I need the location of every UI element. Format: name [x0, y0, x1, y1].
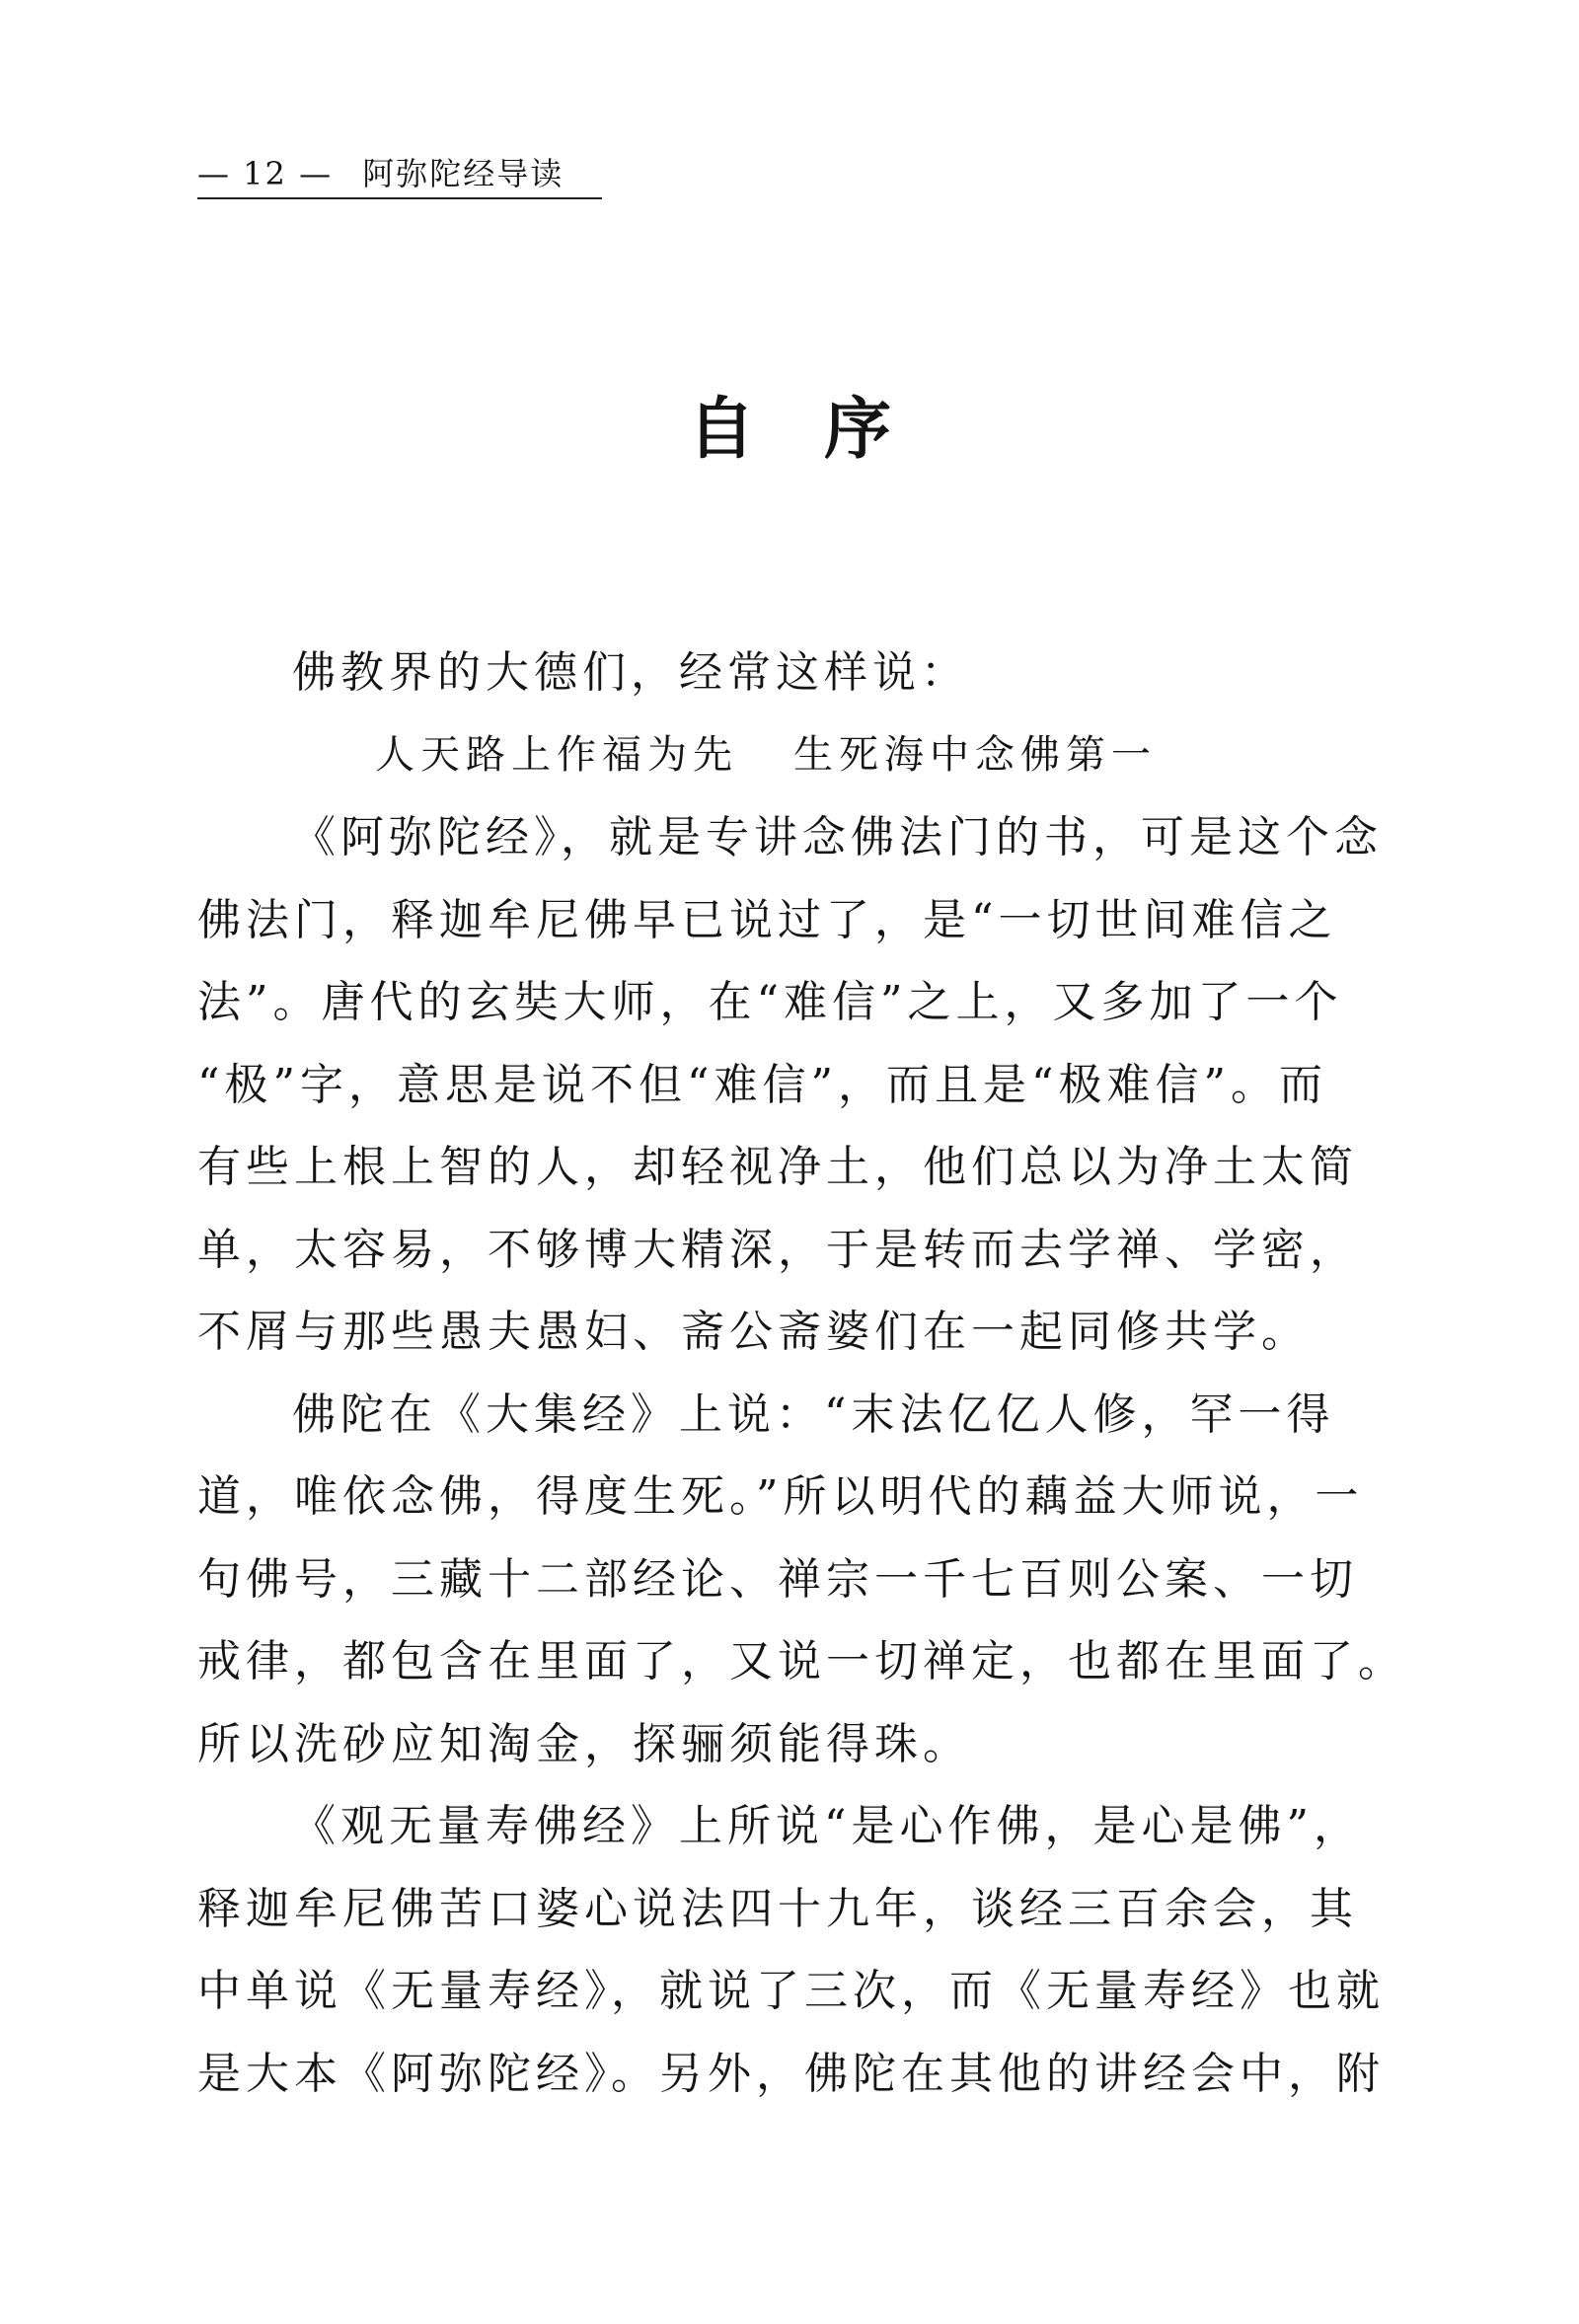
text-line: 所以洗砂应知淘金，探骊须能得珠。: [197, 1718, 971, 1769]
text-line: 《观无量寿佛经》上所说“是心作佛，是心是佛”，: [292, 1801, 1362, 1851]
text-line: 佛教界的大德们，经常这样说：: [292, 647, 969, 698]
text-line: 佛陀在《大集经》上说：“末法亿亿人修，罕一得: [292, 1388, 1335, 1440]
text-line: 有些上根上智的人，却轻视净土，他们总以为净土太简: [197, 1142, 1358, 1192]
quote-part: 生死海中念佛第一: [793, 731, 1157, 778]
body-text: [197, 632, 1406, 2115]
page-number: — 12 —: [197, 155, 334, 192]
book-title: 阿弥陀经导读: [362, 155, 564, 192]
text-line: 单，太容易，不够博大精深，于是转而去学禅、学密，: [197, 1224, 1358, 1275]
text-line: “极”字，意思是说不但“难信”，而且是“极难信”。而: [197, 1059, 1327, 1110]
text-line: 法”。唐代的玄奘大师，在“难信”之上，又多加了一个: [197, 977, 1343, 1027]
text-line: 《阿弥陀经》，就是专讲念佛法门的书，可是这个念: [292, 812, 1383, 862]
text-line: 佛法门，释迦牟尼佛早已说过了，是“一切世间难信之: [197, 894, 1337, 945]
text-line: 戒律，都包含在里面了，又说一切禅定，也都在里面了。: [197, 1636, 1406, 1687]
text-line: 道，唯依念佛，得度生死。”所以明代的藕益大师说，一: [197, 1471, 1364, 1522]
text-line: 不屑与那些愚夫愚妇、斋公斋婆们在一起同修共学。: [197, 1307, 1310, 1357]
chapter-title: 自序: [687, 390, 960, 469]
quote-line: [197, 714, 1382, 797]
text-line: 中单说《无量寿经》，就说了三次，而《无量寿经》也就: [197, 1966, 1385, 2016]
text-line: 释迦牟尼佛苦口婆心说法四十九年，谈经三百余会，其: [197, 1883, 1358, 1934]
quote-part: 人天路上作福为先: [375, 731, 738, 778]
running-header: [197, 150, 602, 199]
text-line: 是大本《阿弥陀经》。另外，佛陀在其他的讲经会中，附: [197, 2048, 1385, 2099]
text-line: 句佛号，三藏十二部经论、禅宗一千七百则公案、一切: [197, 1553, 1358, 1605]
